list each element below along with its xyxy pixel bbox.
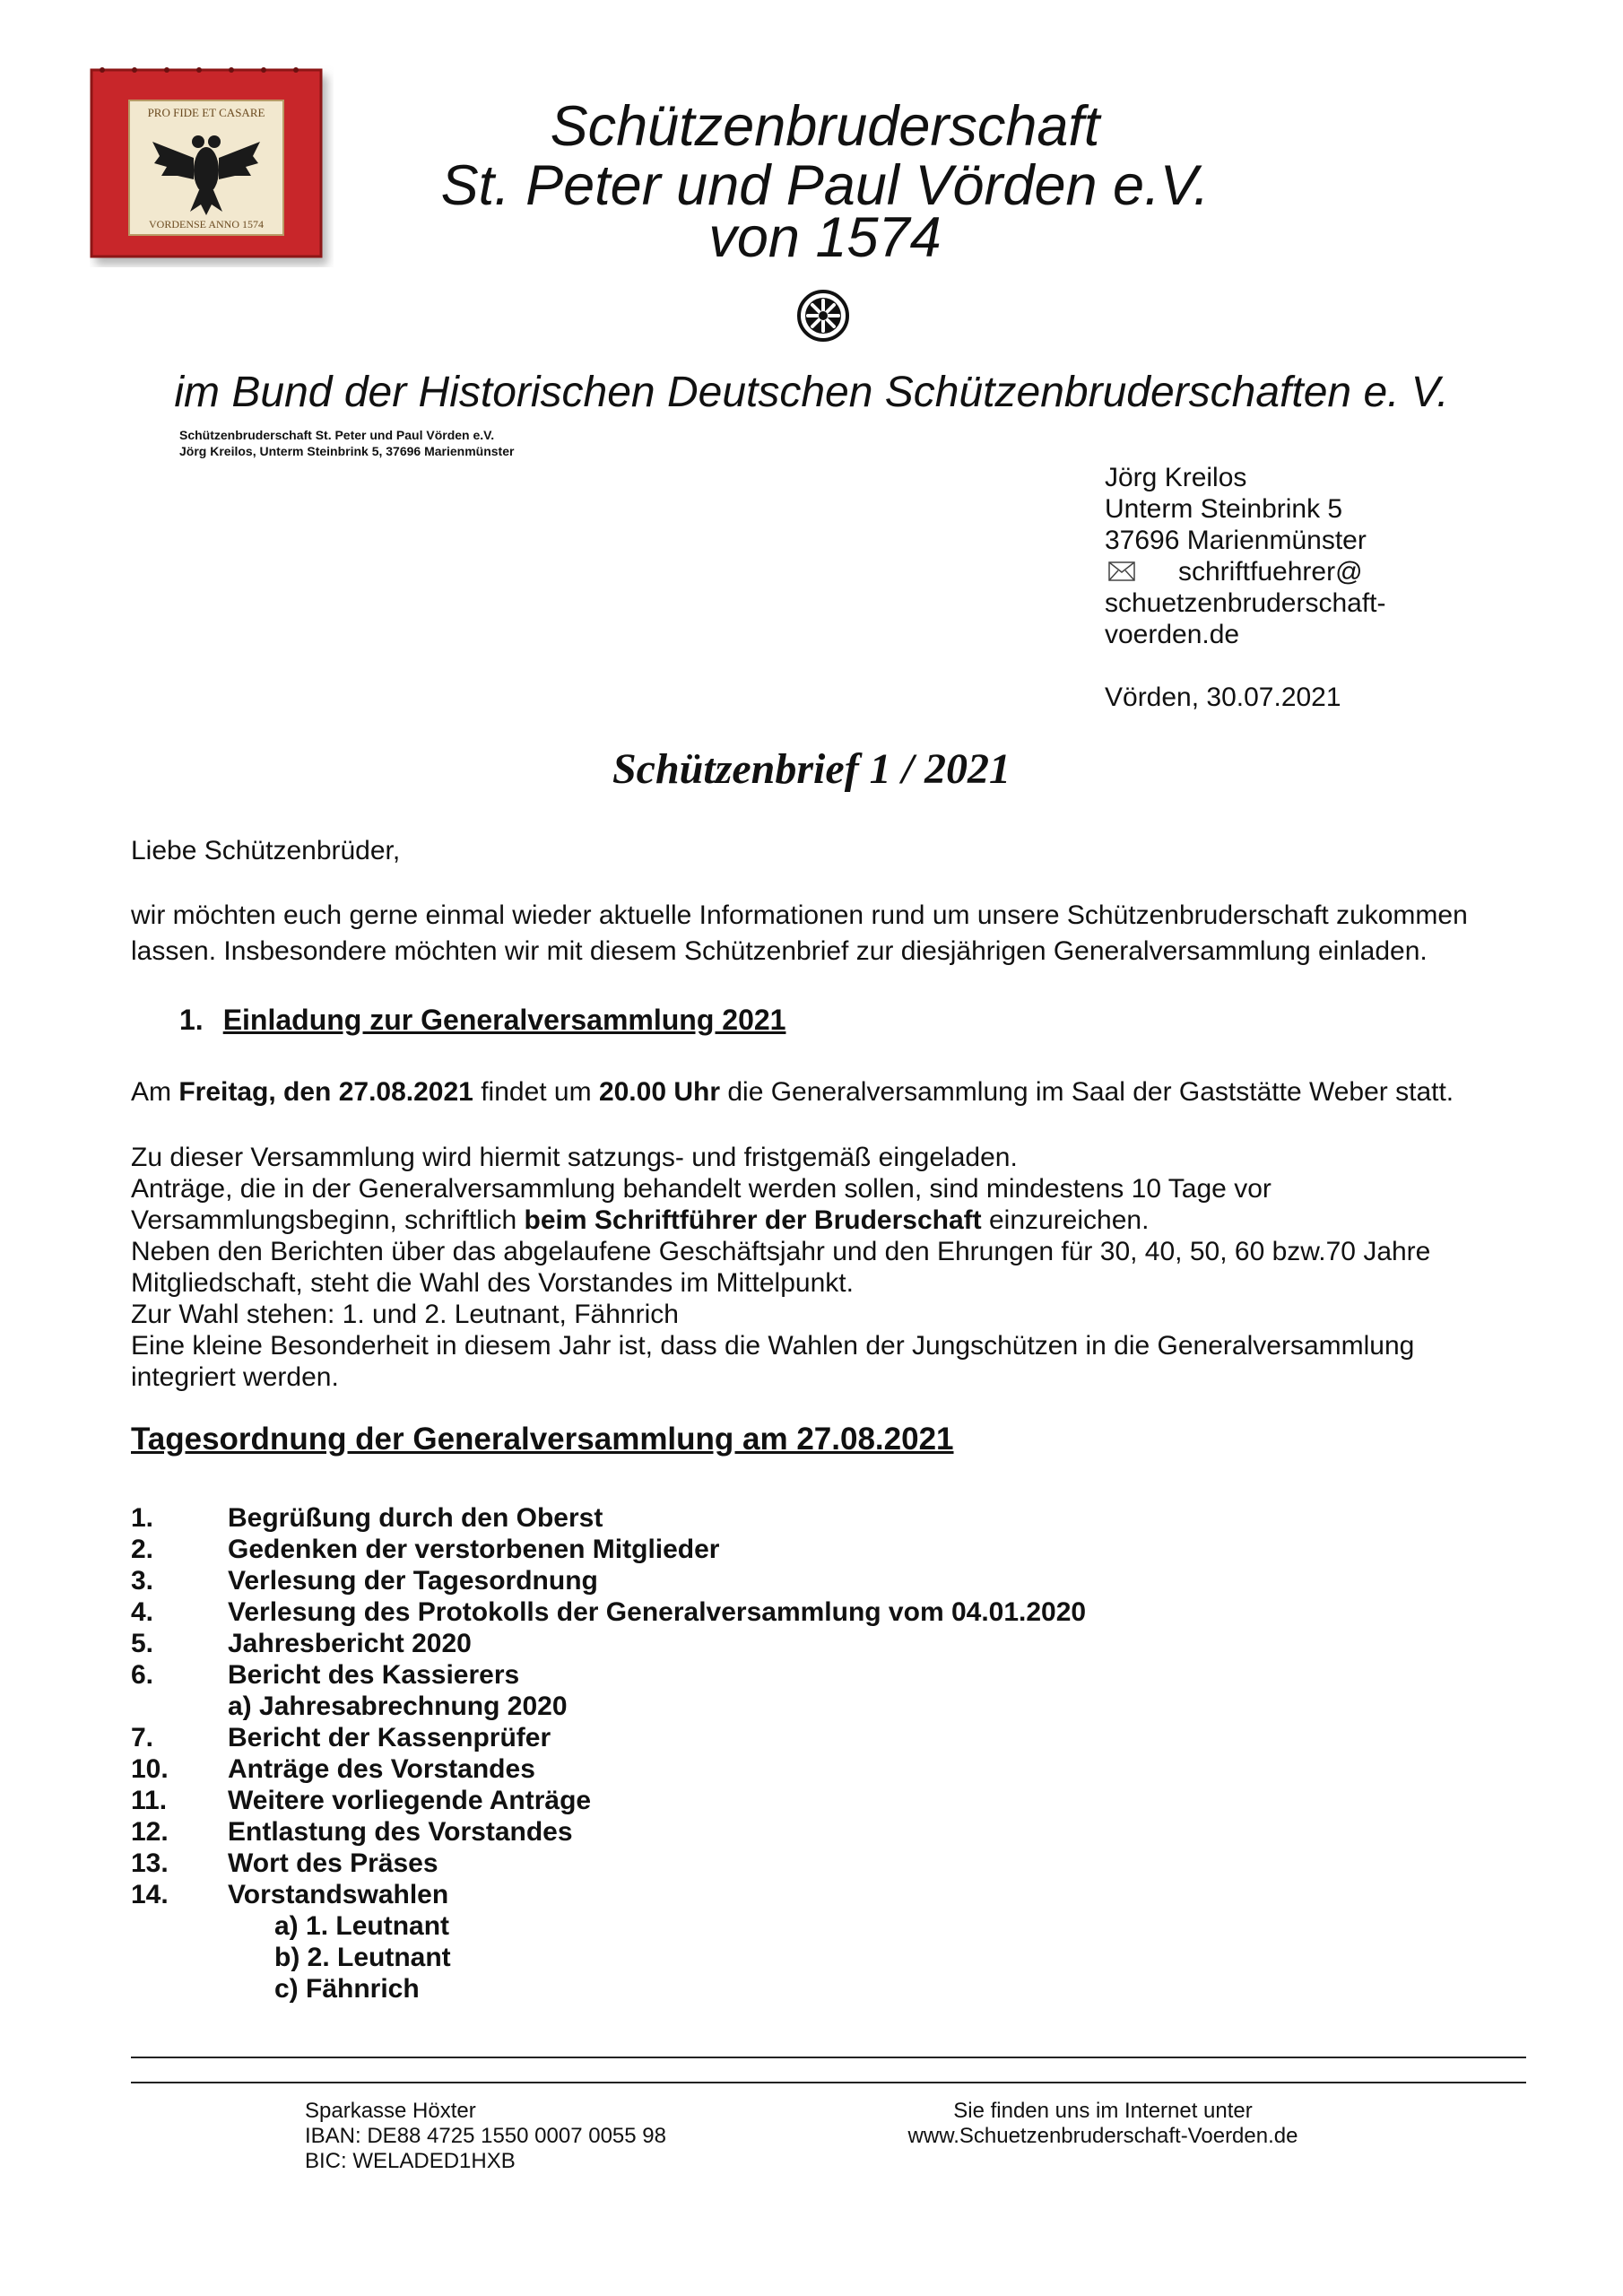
section1-title: Einladung zur Generalversammlung 2021 — [222, 1004, 786, 1036]
agenda-item-text: Verlesung der Tagesordnung — [228, 1566, 598, 1596]
p1-time: 20.00 Uhr — [598, 1077, 721, 1107]
agenda-title: Tagesordnung der Generalversammlung am 27.08.2021 — [131, 1422, 954, 1457]
agenda-item-number: 1. — [131, 1503, 154, 1533]
l3-text-c: einzureichen. — [981, 1205, 1150, 1235]
p1-text-c: findet um — [473, 1077, 599, 1107]
address-email-line3[interactable]: voerden.de — [1105, 620, 1240, 649]
agenda-item-text: Anträge des Vorstandes — [228, 1754, 535, 1784]
flag-text-top: PRO FIDE ET CASARE — [147, 106, 265, 119]
agenda-item — [131, 1659, 519, 1691]
agenda-item-number: 3. — [131, 1566, 154, 1596]
sender-line1: Schützenbruderschaft St. Peter und Paul Vörden e.V. — [179, 428, 495, 442]
agenda-item — [131, 1534, 719, 1565]
agenda-item — [131, 1848, 438, 1879]
agenda-item — [131, 1565, 598, 1596]
agenda-item-text: Wort des Präses — [228, 1848, 438, 1878]
bund-subtitle: im Bund der Historischen Deutschen Schützenbruderschaften e. V. — [174, 369, 1449, 416]
agenda-item-number: 11. — [131, 1786, 168, 1815]
intro-line1: wir möchten euch gerne einmal wieder aktuelle Informationen rund um unsere Schützenbruderschaft zukommen — [131, 900, 1468, 930]
footer-web-link[interactable]: www.Schuetzenbruderschaft-Voerden.de — [907, 2124, 1298, 2148]
body-line8: integriert werden. — [131, 1362, 339, 1392]
agenda-sub-item: a) 1. Leutnant — [274, 1911, 450, 1941]
section1-heading — [179, 1003, 785, 1037]
sender-line2: Jörg Kreilos, Unterm Steinbrink 5, 37696 Marienmünster — [179, 444, 515, 458]
letter-title: Schützenbrief 1 / 2021 — [612, 745, 1011, 793]
agenda-item-text: Gedenken der verstorbenen Mitglieder — [228, 1535, 720, 1564]
l3-text-a: Versammlungsbeginn, schriftlich — [131, 1205, 525, 1235]
footer-iban: IBAN: DE88 4725 1550 0007 0055 98 — [305, 2124, 666, 2148]
l3-bold: beim Schriftführer der Bruderschaft — [524, 1205, 982, 1235]
agenda-item-number: 7. — [131, 1723, 154, 1752]
agenda-item-number: 5. — [131, 1629, 154, 1658]
agenda-sub-item: b) 2. Leutnant — [274, 1943, 451, 1972]
agenda-item — [131, 1596, 1086, 1628]
envelope-icon — [1108, 561, 1135, 581]
p1-text-a: Am — [131, 1077, 179, 1107]
letter-date: Vörden, 30.07.2021 — [1105, 683, 1341, 712]
agenda-sub-item: c) Fähnrich — [274, 1974, 420, 2004]
agenda-item-text: Entlastung des Vorstandes — [228, 1817, 573, 1847]
agenda-item-text: Weitere vorliegende Anträge — [228, 1786, 592, 1815]
agenda-item-number: 13. — [131, 1848, 169, 1878]
agenda-item — [131, 1816, 573, 1848]
agenda-item-number: 10. — [131, 1754, 169, 1784]
agenda-item-text: a) Jahresabrechnung 2020 — [228, 1692, 568, 1721]
address-email-line2[interactable]: schuetzenbruderschaft- — [1105, 588, 1386, 618]
body-line6: Zur Wahl stehen: 1. und 2. Leutnant, Fähnrich — [131, 1300, 679, 1329]
body-line3 — [131, 1205, 1503, 1236]
body-line2: Anträge, die in der Generalversammlung behandelt werden sollen, sind mindestens 10 Tage vor — [131, 1174, 1271, 1204]
body-line1: Zu dieser Versammlung wird hiermit satzungs- und fristgemäß eingeladen. — [131, 1143, 1018, 1172]
invitation-paragraph — [131, 1076, 1503, 1108]
intro-line2: lassen. Insbesondere möchten wir mit diesem Schützenbrief zur diesjährigen Generalversammlung einladen. — [131, 936, 1428, 966]
footer-bank: Sparkasse Höxter — [305, 2099, 476, 2123]
salutation: Liebe Schützenbrüder, — [131, 836, 401, 865]
agenda-item — [131, 1879, 448, 1910]
footer-rule-top — [131, 2057, 1526, 2058]
footer-bic: BIC: WELADED1HXB — [305, 2149, 516, 2173]
agenda-item-number: 12. — [131, 1817, 169, 1847]
agenda-item-number: 14. — [131, 1880, 169, 1909]
flag-image — [90, 65, 334, 267]
body-line5: Mitgliedschaft, steht die Wahl des Vorstandes im Mittelpunkt. — [131, 1268, 854, 1298]
agenda-item — [131, 1785, 591, 1816]
agenda-item-number: 4. — [131, 1597, 154, 1627]
agenda-item — [131, 1722, 551, 1753]
cross-emblem-icon — [796, 289, 850, 343]
p1-date: Freitag, den 27.08.2021 — [178, 1077, 473, 1107]
section1-number: 1. — [179, 1004, 204, 1036]
body-line7: Eine kleine Besonderheit in diesem Jahr ist, dass die Wahlen der Jungschützen in die Generalversammlung — [131, 1331, 1415, 1361]
address-street: Unterm Steinbrink 5 — [1105, 494, 1343, 524]
agenda-item — [131, 1753, 535, 1785]
agenda-item-text: Bericht des Kassierers — [228, 1660, 520, 1690]
org-title-line3: von 1574 — [708, 206, 942, 269]
agenda-item-text: Vorstandswahlen — [228, 1880, 449, 1909]
address-email-line1[interactable]: schriftfuehrer@ — [1178, 557, 1363, 587]
agenda-item-text: Jahresbericht 2020 — [228, 1629, 472, 1658]
agenda-item-number: 2. — [131, 1535, 154, 1564]
agenda-item-text: Bericht der Kassenprüfer — [228, 1723, 551, 1752]
agenda-item-text: Begrüßung durch den Oberst — [228, 1503, 603, 1533]
address-name: Jörg Kreilos — [1105, 463, 1247, 492]
agenda-item-number: 6. — [131, 1660, 154, 1690]
agenda-item — [131, 1628, 472, 1659]
agenda-item-text: Verlesung des Protokolls der Generalversammlung vom 04.01.2020 — [228, 1597, 1087, 1627]
body-line4: Neben den Berichten über das abgelaufene Geschäftsjahr und den Ehrungen für 30, 40, 50, 60 bzw.70 Jahre — [131, 1237, 1431, 1266]
org-title-line2: St. Peter und Paul Vörden e.V. — [440, 154, 1210, 217]
footer-web-line1: Sie finden uns im Internet unter — [953, 2099, 1253, 2123]
flag-text-bottom: VORDENSE ANNO 1574 — [148, 218, 265, 230]
address-city: 37696 Marienmünster — [1105, 526, 1367, 555]
agenda-item — [131, 1502, 603, 1534]
org-title-line1: Schützenbruderschaft — [550, 95, 1100, 158]
footer-rule-bottom — [131, 2082, 1526, 2083]
p1-text-e: die Generalversammlung im Saal der Gaststätte Weber statt. — [720, 1077, 1454, 1107]
agenda-item — [131, 1691, 568, 1722]
